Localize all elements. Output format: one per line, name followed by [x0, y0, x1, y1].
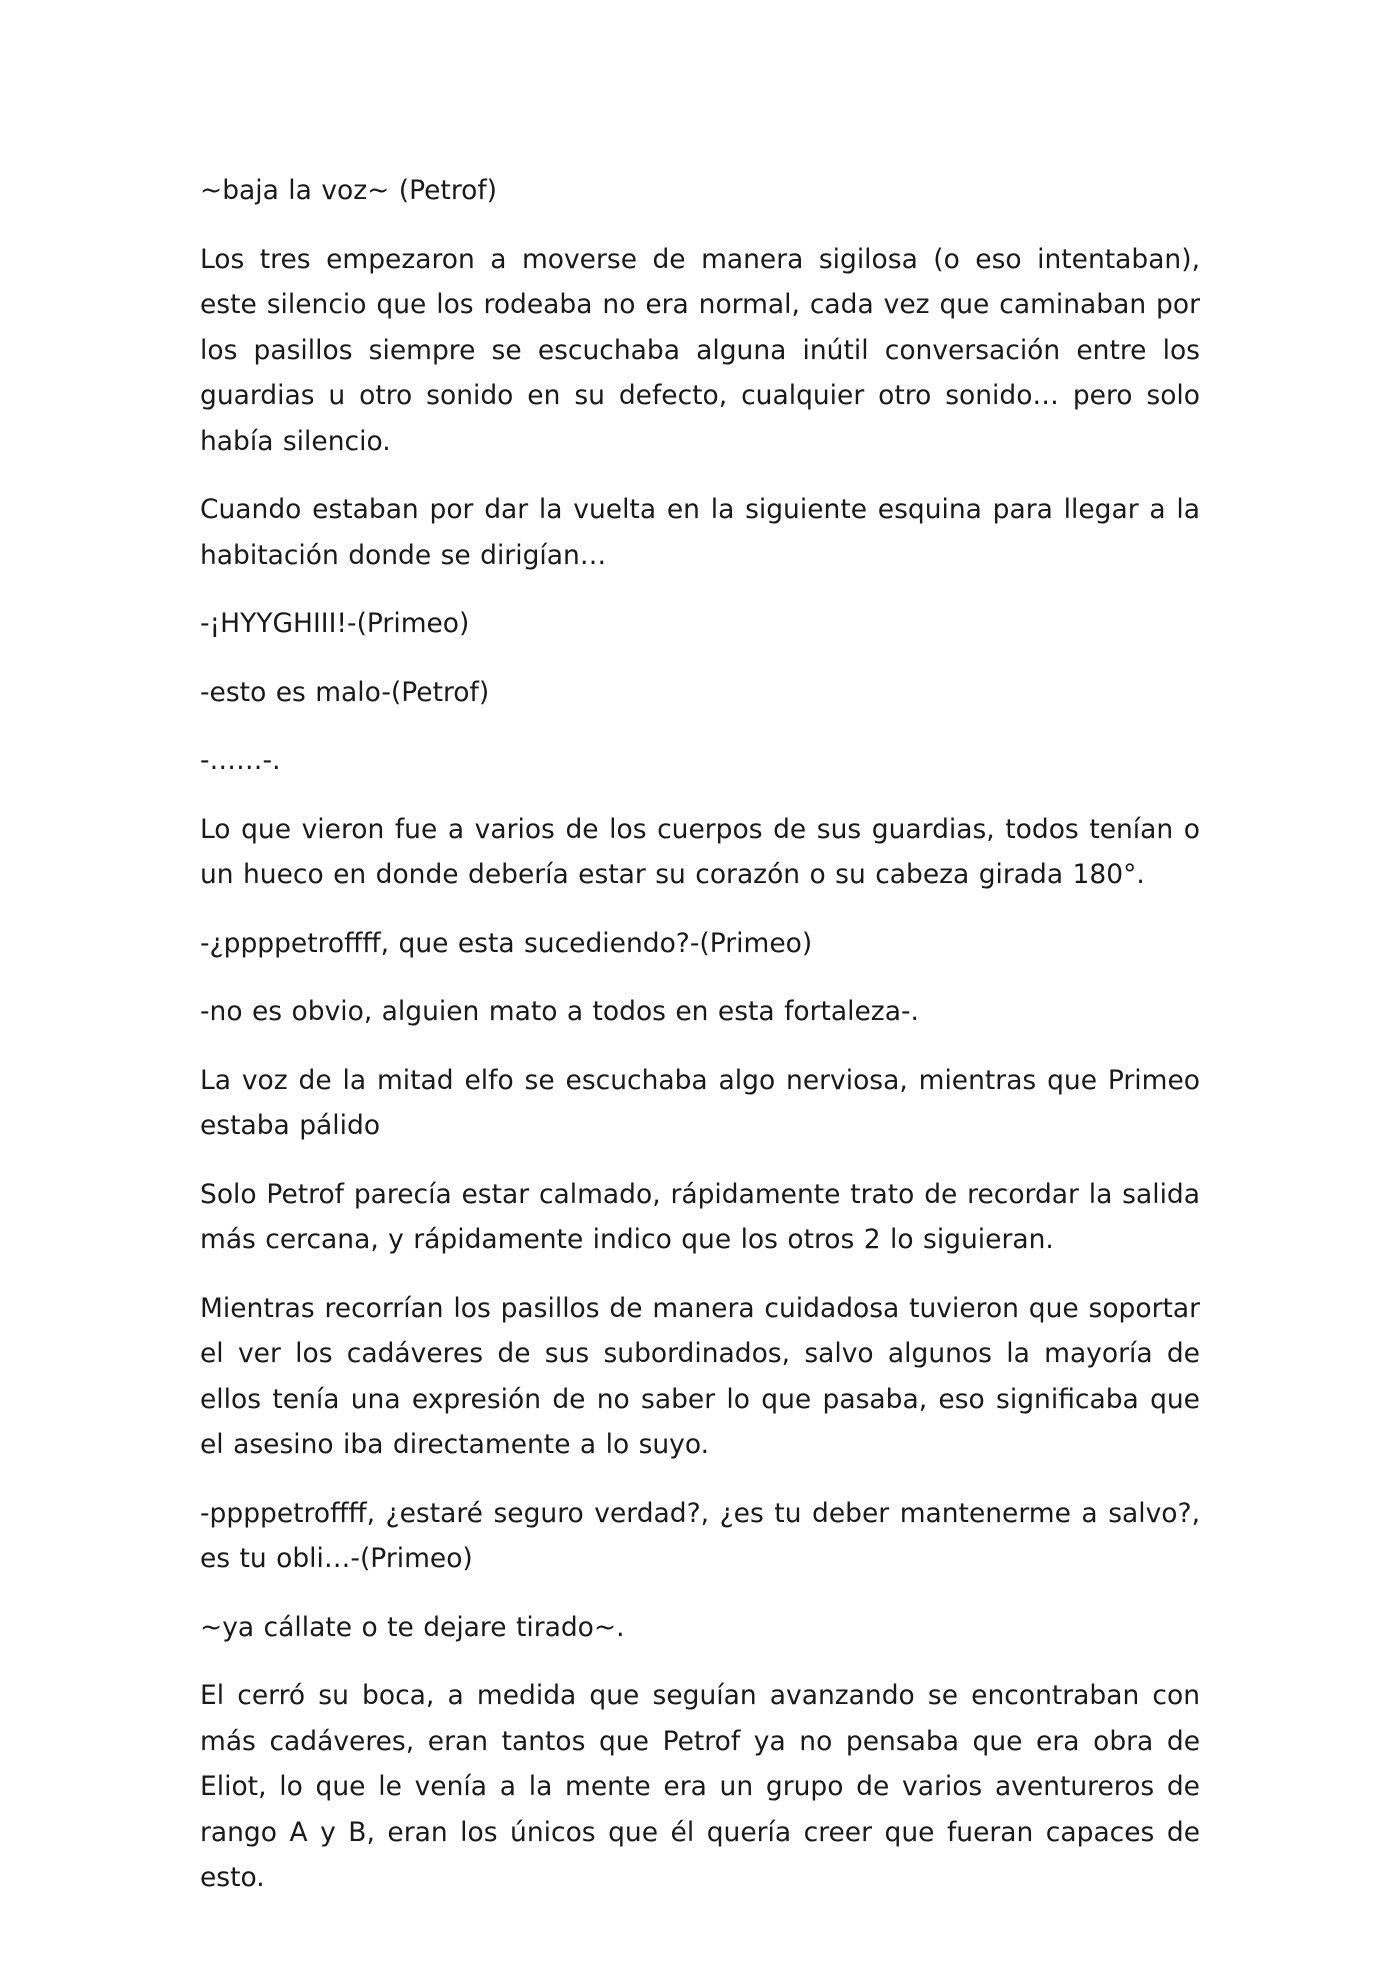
- paragraph-primeo-scream: -¡HYYGHIII!-(Primeo): [200, 608, 470, 639]
- paragraph-petrof-calm: Solo Petrof parecía estar calmado, rápidamente trato de recordar la salida más cercana, y rápidamente indico que los otros 2 lo siguieran.: [200, 1178, 1200, 1255]
- paragraph-someone-killed: -no es obvio, alguien mato a todos en esta fortaleza-.: [200, 996, 919, 1027]
- paragraph-corridors-corpses: Mientras recorrían los pasillos de manera cuidadosa tuvieron que soportar el ver los cadáveres de sus subordinados, salvo algunos la mayoría de ellos tenía una expresión de no saber lo que pasaba, eso significaba que el asesino iba directamente a lo suyo.: [200, 1292, 1200, 1460]
- paragraph-silence: -……-.: [200, 745, 281, 776]
- paragraph-primeo-safe: -ppppetroffff, ¿estaré seguro verdad?, ¿es tu deber mantenerme a salvo?, es tu obli…-(Primeo): [200, 1497, 1200, 1574]
- paragraph-primeo-question: -¿ppppetroffff, que esta sucediendo?-(Primeo): [200, 927, 813, 959]
- paragraph-petrof-bad: -esto es malo-(Petrof): [200, 676, 490, 708]
- paragraph-whisper-petrof: ~baja la voz~ (Petrof): [200, 175, 498, 206]
- paragraph-adventurers: El cerró su boca, a medida que seguían avanzando se encontraban con más cadáveres, eran tantos que Petrof ya no pensaba que era obra de Eliot, lo que le venía a la mente era un grupo de varios aventureros de rango A y B, eran los únicos que él quería creer que fueran capaces de esto.: [200, 1680, 1200, 1893]
- paragraph-half-elf-nervous: La voz de la mitad elfo se escuchaba algo nerviosa, mientras que Primeo estaba pálido: [200, 1064, 1200, 1141]
- paragraph-stealth-movement: Los tres empezaron a moverse de manera sigilosa (o eso intentaban), este silencio que los rodeaba no era normal, cada vez que caminaban por los pasillos siempre se escuchaba alguna inútil conversación entre los guardias u otro sonido en su defecto, cualquier otro sonido… pero solo había silencio.: [200, 243, 1200, 457]
- paragraph-turning-corner: Cuando estaban por dar la vuelta en la siguiente esquina para llegar a la habitación donde se dirigían…: [200, 494, 1200, 571]
- paragraph-shut-up: ~ya cállate o te dejare tirado~.: [200, 1611, 625, 1643]
- document-body: [200, 168, 1200, 1924]
- paragraph-bodies-seen: Lo que vieron fue a varios de los cuerpos de sus guardias, todos tenían o un hueco en donde debería estar su corazón o su cabeza girada 180°.: [200, 813, 1200, 890]
